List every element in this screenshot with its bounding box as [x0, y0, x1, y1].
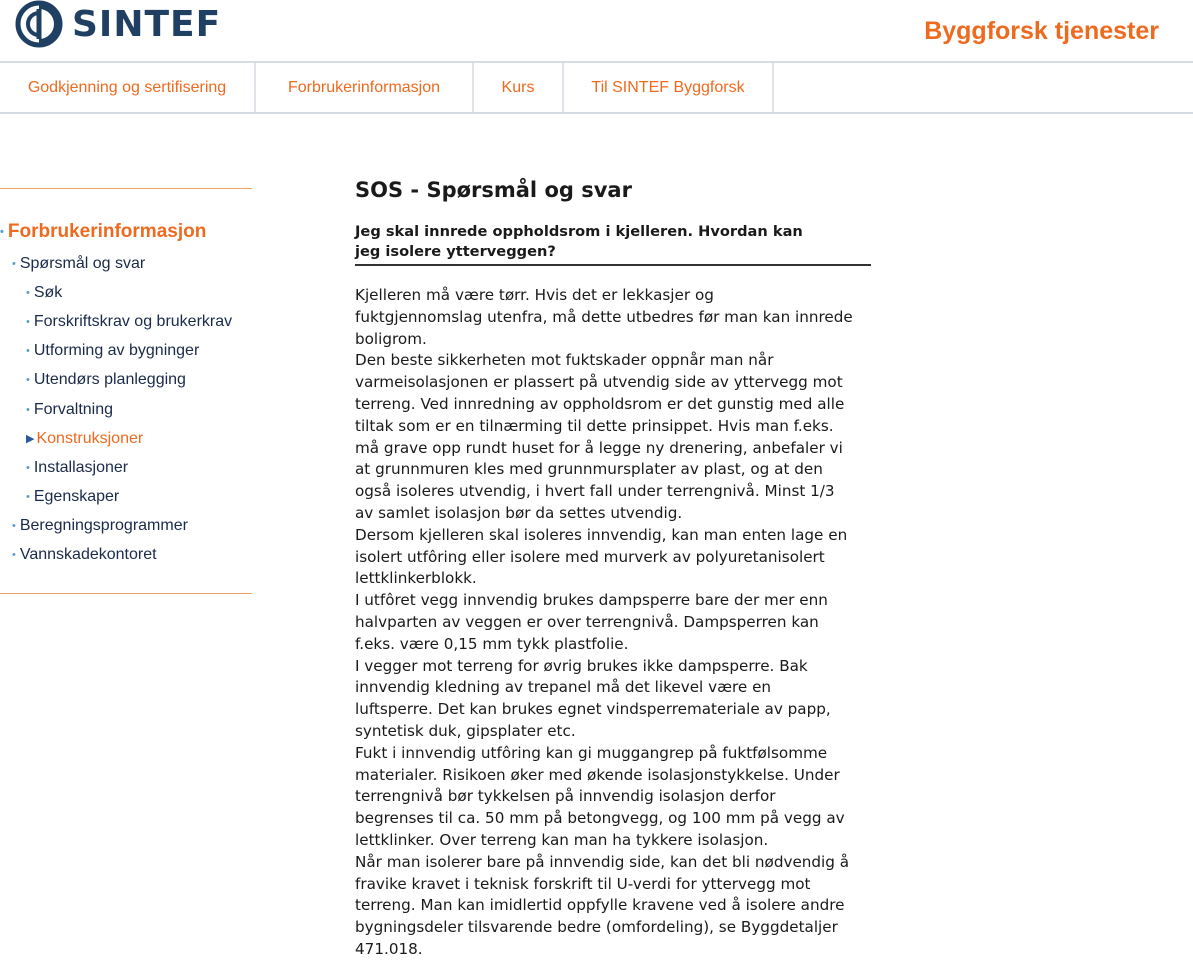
answer-line: I vegger mot terreng for øvrig brukes ikke dampsperre. Bak	[355, 656, 808, 675]
bullet-icon: •	[26, 374, 30, 387]
answer-line: terrengnivå bør tykkelsen på innvendig isolasjon derfor	[355, 787, 776, 806]
logo-text: SINTEF	[72, 3, 222, 45]
sidebar-heading[interactable]	[0, 221, 252, 243]
answer-line: begrenses til ca. 50 mm på betongvegg, og 100 mm på vegg av	[355, 809, 845, 828]
nav-item-kurs[interactable]: Kurs	[474, 63, 564, 113]
nav-item-godkjenning[interactable]: Godkjenning og sertifisering	[0, 63, 256, 113]
answer-line: Den beste sikkerheten mot fuktskader oppnår man når	[355, 351, 774, 370]
sidebar-item-label: Konstruksjoner	[36, 429, 144, 447]
header	[0, 0, 1193, 62]
bullet-icon: •	[12, 520, 16, 533]
sidebar-item-forvaltning[interactable]	[0, 395, 252, 424]
nav-divider	[0, 112, 1193, 114]
answer-line: isolert utfôring eller isolere med murverk av polyuretanisolert	[355, 547, 825, 566]
page-title: SOS - Spørsmål og svar	[355, 178, 632, 202]
triangle-right-icon: ▶	[26, 433, 35, 446]
sidebar-item-label: Egenskaper	[33, 488, 120, 506]
answer-line: varmeisolasjonen er plassert på utvendig side av yttervegg mot	[355, 373, 843, 392]
bullet-icon: •	[12, 549, 16, 562]
answer-line: syntetisk duk, gipsplater etc.	[355, 721, 576, 740]
answer-line: f.eks. være 0,15 mm tykk plastfolie.	[355, 634, 629, 653]
sidebar-top-divider	[0, 188, 252, 189]
answer-line: Dersom kjelleren skal isoleres innvendig, kan man enten lage en	[355, 525, 848, 544]
sidebar-item-utforming[interactable]	[0, 337, 252, 366]
answer-text	[355, 285, 885, 961]
sidebar-item-label: Utendørs planlegging	[33, 371, 186, 389]
answer-line: 471.018.	[355, 939, 423, 958]
sidebar-bottom-divider	[0, 593, 252, 594]
sidebar-item-label: Beregningsprogrammer	[19, 517, 188, 535]
answer-line: Når man isolerer bare på innvendig side, kan det bli nødvendig å	[355, 852, 850, 871]
answer-line: boligrom.	[355, 329, 427, 348]
sidebar-item-label: Utforming av bygninger	[33, 342, 200, 360]
bullet-icon: •	[26, 491, 30, 504]
answer-line: terreng. Ved innredning av oppholdsrom er det gunstig med alle	[355, 394, 845, 413]
answer-line: tiltak som er en tilnærming til dette prinsippet. Hvis man f.eks.	[355, 416, 834, 435]
answer-line: at grunnmuren kles med grunnmursplater av plast, og at den	[355, 460, 823, 479]
sintef-logo[interactable]	[16, 2, 221, 46]
answer-line: innvendig kledning av trepanel må det likevel være en	[355, 678, 772, 697]
bullet-icon: •	[26, 345, 30, 358]
question-line: Jeg skal innrede oppholdsrom i kjelleren. Hvordan kan	[355, 223, 803, 240]
sidebar-item-konstruksjoner[interactable]	[0, 424, 252, 453]
top-nav	[0, 63, 1193, 113]
answer-line: også isoleres utvendig, i hvert fall under terrengnivå. Minst 1/3	[355, 482, 835, 501]
question-heading	[355, 222, 871, 266]
sidebar-item-beregningsprogrammer[interactable]	[0, 512, 252, 541]
sidebar-item-sok[interactable]	[0, 278, 252, 307]
nav-item-forbrukerinformasjon[interactable]: Forbrukerinformasjon	[256, 63, 474, 113]
nav-item-til-sintef-byggforsk[interactable]: Til SINTEF Byggforsk	[564, 63, 774, 113]
sidebar	[0, 188, 252, 594]
answer-line: av samlet isolasjon bør da settes utvendig.	[355, 503, 683, 522]
answer-line: lettklinker. Over terreng kan man ha tykkere isolasjon.	[355, 830, 769, 849]
answer-line: terreng. Man kan imidlertid oppfylle kravene ved å isolere andre	[355, 896, 845, 915]
sidebar-item-forskriftskrav[interactable]	[0, 307, 252, 336]
sidebar-item-label: Vannskadekontoret	[19, 546, 157, 564]
sidebar-menu	[0, 249, 252, 570]
sidebar-item-sporsmal-og-svar[interactable]	[0, 249, 252, 278]
sidebar-item-egenskaper[interactable]	[0, 483, 252, 512]
answer-line: I utfôret vegg innvendig brukes dampsperre bare der mer enn	[355, 591, 828, 610]
bullet-icon: •	[26, 315, 30, 328]
answer-line: fuktgjennomslag utenfra, må dette utbedres før man kan innrede	[355, 307, 853, 326]
sidebar-item-label: Forskriftskrav og brukerkrav	[33, 312, 233, 330]
sidebar-heading-label: Forbrukerinformasjon	[7, 221, 207, 242]
answer-line: lettklinkerblokk.	[355, 569, 477, 588]
main-content	[355, 178, 885, 961]
answer-line: må grave opp rundt huset for å legge ny drenering, anbefaler vi	[355, 438, 843, 457]
sidebar-item-vannskadekontoret[interactable]	[0, 541, 252, 570]
answer-line: Fukt i innvendig utfôring kan gi muggangrep på fuktfølsomme	[355, 743, 828, 762]
answer-line: bygningsdeler tilsvarende bedre (omfordeling), se Byggdetaljer	[355, 918, 838, 937]
bullet-icon: •	[26, 461, 30, 474]
answer-line: fravike kravet i teknisk forskrift til U-verdi for yttervegg mot	[355, 874, 811, 893]
sidebar-item-utendors-planlegging[interactable]	[0, 366, 252, 395]
service-title: Byggforsk tjenester	[924, 17, 1159, 45]
sidebar-item-installasjoner[interactable]	[0, 453, 252, 482]
answer-line: materialer. Risikoen øker med økende isolasjonstykkelse. Under	[355, 765, 840, 784]
sidebar-item-label: Søk	[33, 283, 63, 301]
answer-line: halvparten av veggen er over terrengnivå. Dampsperren kan	[355, 612, 819, 631]
question-line: jeg isolere ytterveggen?	[355, 243, 556, 260]
sintef-logo-icon	[16, 1, 62, 47]
answer-line: Kjelleren må være tørr. Hvis det er lekkasjer og	[355, 286, 714, 304]
sidebar-item-label: Forvaltning	[33, 400, 114, 418]
bullet-icon: •	[0, 226, 4, 238]
bullet-icon: •	[12, 257, 16, 270]
bullet-icon: •	[26, 286, 30, 299]
answer-line: luftsperre. Det kan brukes egnet vindsperremateriale av papp,	[355, 700, 831, 719]
sidebar-item-label: Spørsmål og svar	[19, 254, 146, 272]
bullet-icon: •	[26, 403, 30, 416]
sidebar-item-label: Installasjoner	[33, 458, 129, 476]
